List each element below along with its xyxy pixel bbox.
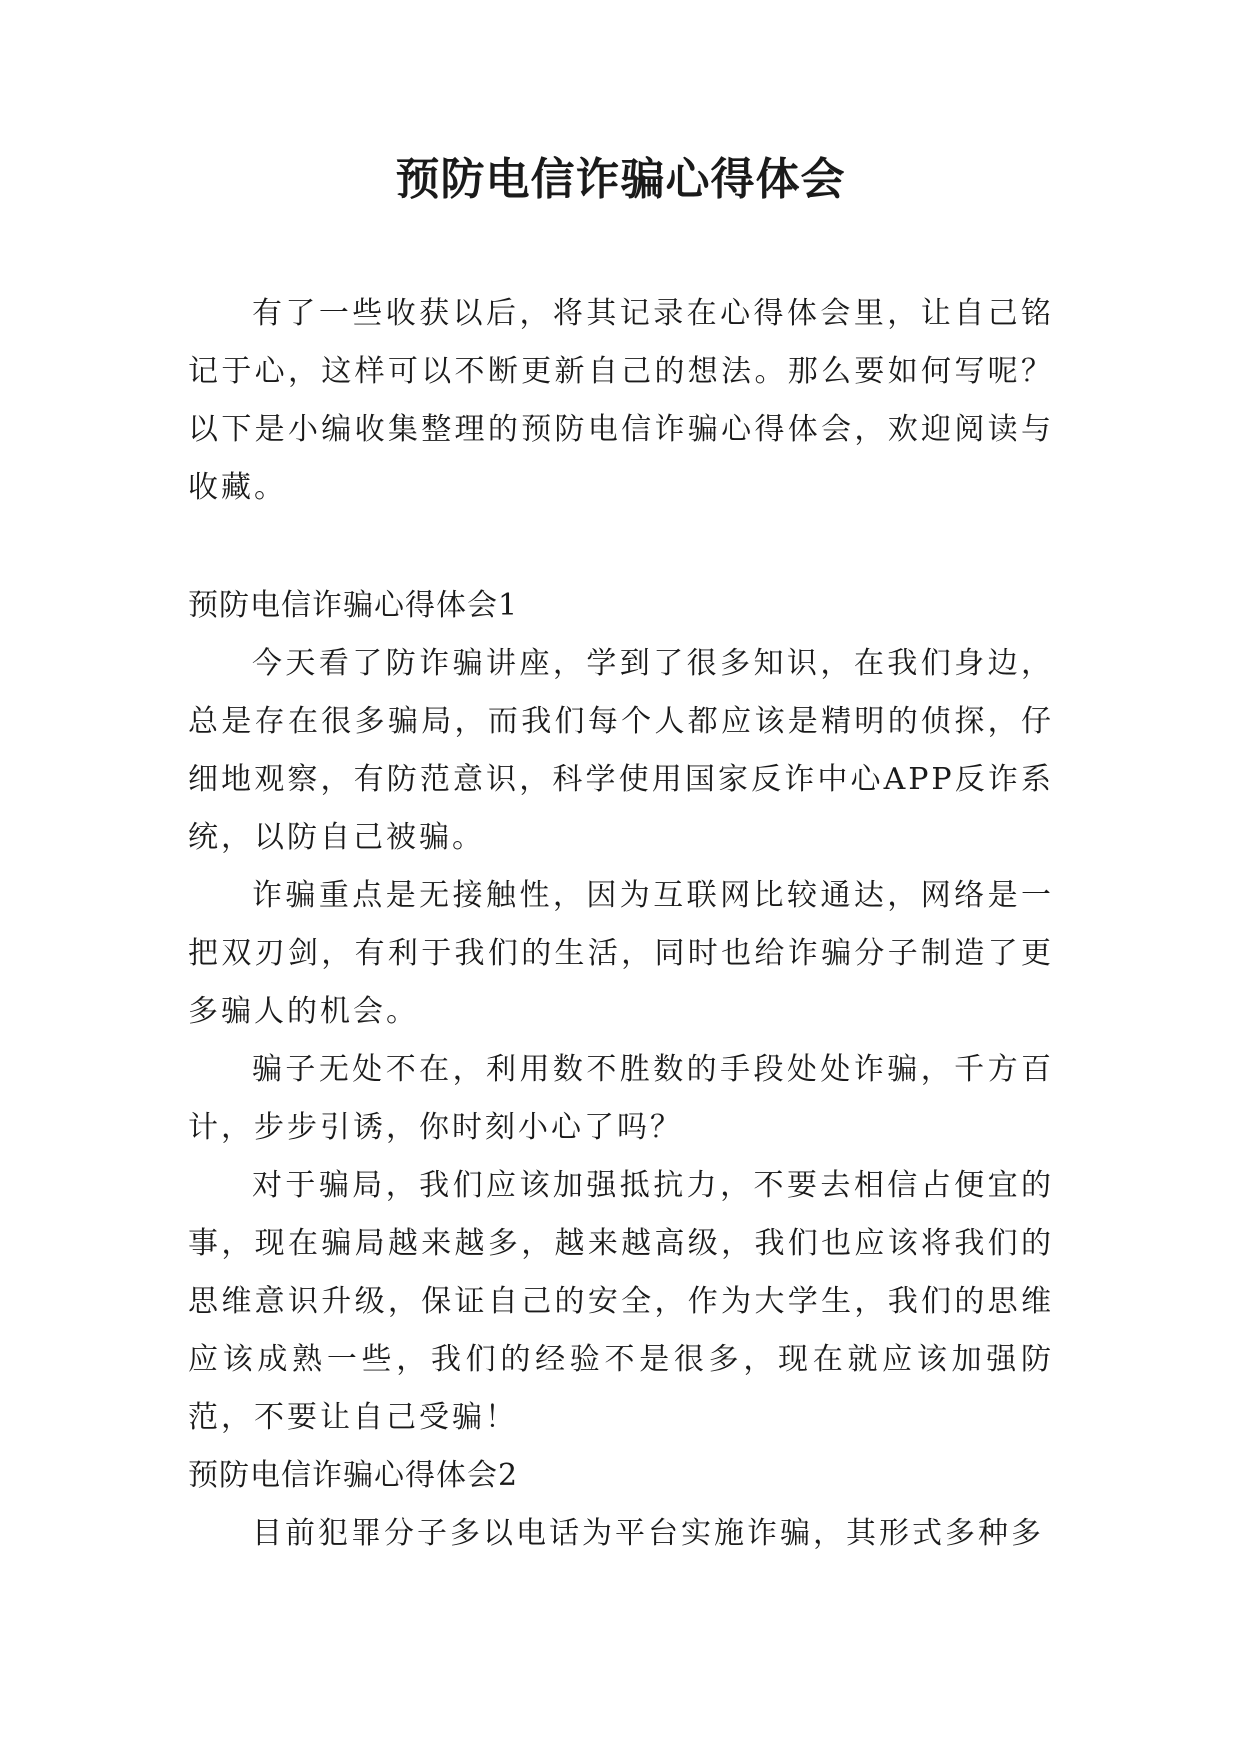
section-2 [188, 1447, 1054, 1563]
section-heading: 预防电信诈骗心得体会1 [188, 588, 519, 623]
intro-paragraph: 有了一些收获以后，将其记录在心得体会里，让自己铭记于心，这样可以不断更新自己的想法。那么要如何写呢？以下是小编收集整理的预防电信诈骗心得体会，欢迎阅读与收藏。 [188, 296, 1054, 505]
body-paragraph: 对于骗局，我们应该加强抵抗力，不要去相信占便宜的事，现在骗局越来越多，越来越高级，我们也应该将我们的思维意识升级，保证自己的安全，作为大学生，我们的思维应该成熟一些，我们的经验不是很多，现在就应该加强防范，不要让自己受骗！ [188, 1168, 1054, 1435]
section-heading: 预防电信诈骗心得体会2 [188, 1458, 519, 1493]
body-paragraph: 今天看了防诈骗讲座，学到了很多知识，在我们身边，总是存在很多骗局，而我们每个人都应该是精明的侦探，仔细地观察，有防范意识，科学使用国家反诈中心APP反诈系统，以防自己被骗。 [188, 646, 1054, 855]
document-title: 预防电信诈骗心得体会 [395, 154, 846, 205]
body-paragraph: 目前犯罪分子多以电话为平台实施诈骗，其形式多种多 [252, 1516, 1044, 1551]
body-paragraph: 诈骗重点是无接触性，因为互联网比较通达，网络是一把双刃剑，有利于我们的生活，同时也给诈骗分子制造了更多骗人的机会。 [188, 878, 1054, 1029]
body-paragraph: 骗子无处不在，利用数不胜数的手段处处诈骗，千方百计，步步引诱，你时刻小心了吗？ [188, 1052, 1054, 1145]
document-body [188, 285, 1054, 1563]
section-1 [188, 577, 1054, 1447]
